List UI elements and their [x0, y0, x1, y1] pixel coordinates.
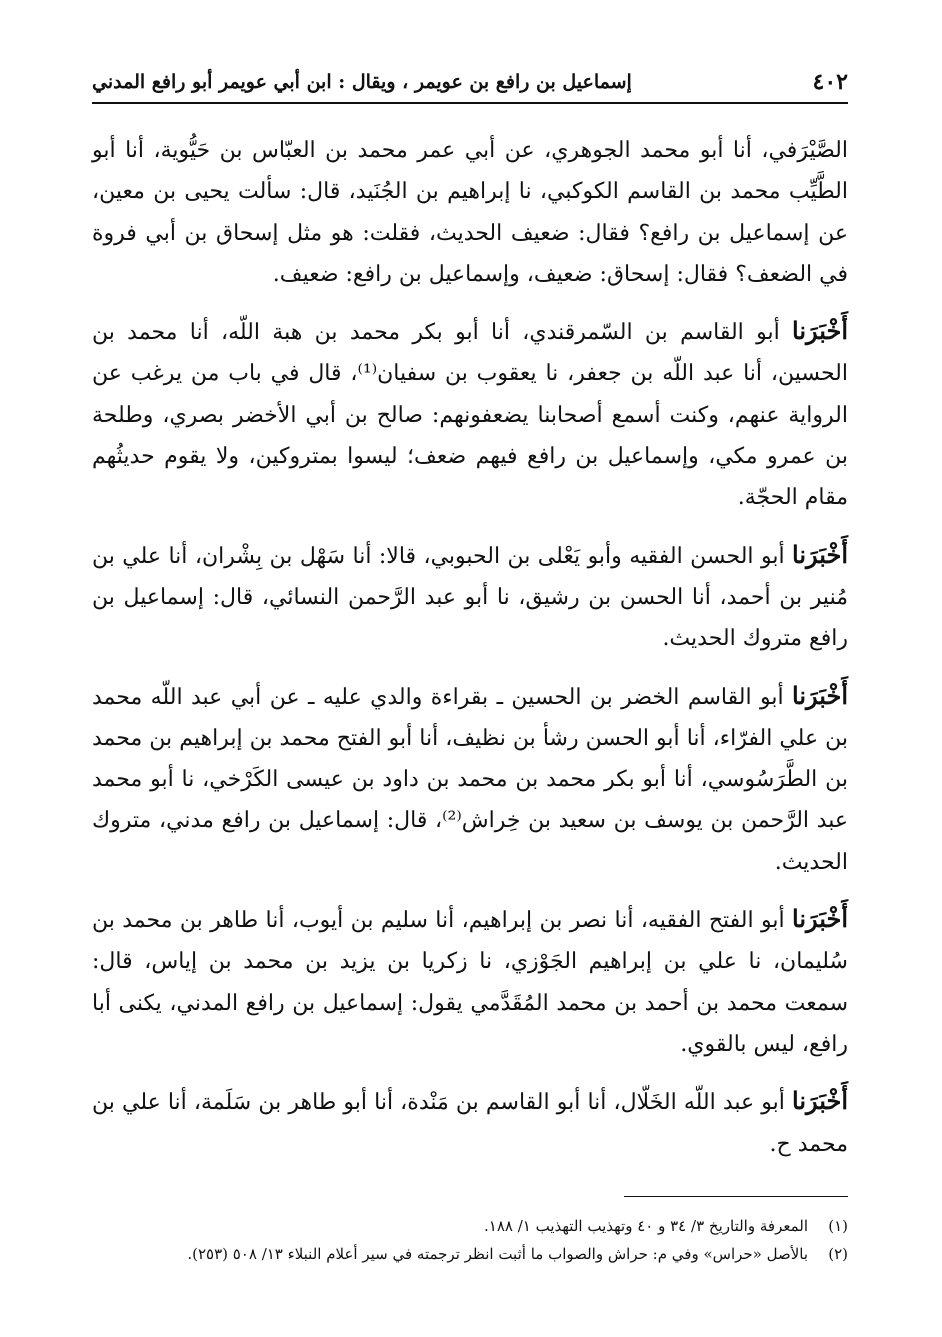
paragraph-lead-word: أَخْبَرَنا: [792, 539, 849, 569]
footnote-number: (١): [828, 1217, 848, 1235]
paragraph: [92, 675, 848, 883]
paragraph-text: أبو القاسم بن السّمرقندي، أنا أبو بكر محمد بن هبة اللّه، أنا محمد بن الحسين، أنا عبد اللّه بن جعفر، نا يعقوب بن سفيان⁽¹⁾، قال في باب من يرغب عن الرواية عنهم، وكنت أسمع أصحابنا يضعفونهم: صالح بن أبي الأخضر بصري، وطلحة بن عمرو مكي، وإسماعيل بن رافع فيهم ضعف؛ ليسوا بمتروكين، ولا يقوم حديثُهم مقام الحجّة.: [92, 320, 848, 511]
footnote-text: بالأصل «حراس» وفي م: حراش والصواب ما أثبت انظر ترجمته في سير أعلام النبلاء ١٣/ ٥٠٨ (٢٥٣).: [187, 1245, 808, 1263]
paragraph: [92, 534, 848, 660]
footnote-text: المعرفة والتاريخ ٣/ ٣٤ و ٤٠ وتهذيب التهذيب ١/ ١٨٨.: [484, 1217, 808, 1235]
paragraph-text: أبو الحسن الفقيه وأبو يَعْلى بن الحبوبي، قالا: أنا سَهْل بن بِشْران، أنا علي بن مُنير بن أحمد، أنا الحسن بن رشيق، نا أبو عبد الرَّحمن النسائي، قال: إسماعيل بن رافع متروك الحديث.: [92, 543, 848, 652]
paragraph: [92, 1080, 848, 1165]
running-header: [92, 62, 848, 104]
paragraph-lead-word: أَخْبَرَنا: [792, 316, 848, 346]
paragraph: [92, 898, 848, 1065]
paragraph-lead-word: أَخْبَرَنا: [792, 680, 848, 710]
paragraph: [92, 128, 848, 295]
paragraph-lead-word: أَخْبَرَنا: [792, 1086, 849, 1116]
paragraph-text: الصَّيْرَفي، أنا أبو محمد الجوهري، عن أبي عمر محمد بن العبّاس بن حَيُّوية، أنا أبو الطَّيِّب محمد بن القاسم الكوكبي، نا إبراهيم بن الجُنَيد، قال: سألت يحيى بن معين، عن إسماعيل بن رافع؟ فقال: ضعيف الحديث، فقلت: هو مثل إسحاق بن أبي فروة في الضعف؟ فقال: إسحاق: ضعيف، وإسماعيل بن رافع: ضعيف.: [92, 138, 848, 287]
main-text: [92, 128, 848, 1180]
footnote: [92, 1212, 848, 1240]
paragraph-text: أبو القاسم الخضر بن الحسين ـ بقراءة والدي عليه ـ عن أبي عبد اللّه محمد بن علي الفرّاء، أنا أبو الحسن رشأ بن نظيف، أنا أبو الفتح محمد بن إبراهيم بن محمد بن الطَّرَسُوسي، أنا أبو بكر محمد بن محمد بن داود بن عيسى الكَرْخي، نا أبو محمد عبد الرَّحمن بن يوسف بن سعيد بن خِراش⁽²⁾، قال: إسماعيل بن رافع مدني، متروك الحديث.: [92, 684, 848, 875]
running-title: إسماعيل بن رافع بن عويمر ، ويقال : ابن أبي عويمر أبو رافع المدني: [92, 71, 632, 93]
paragraph-lead-word: أَخْبَرَنا: [792, 904, 849, 934]
footnote: [92, 1240, 848, 1268]
footnotes: [92, 1212, 848, 1268]
page-number: ٤٠٢: [812, 69, 848, 95]
paragraph-text: أبو الفتح الفقيه، أنا نصر بن إبراهيم، أنا سليم بن أيوب، أنا طاهر بن محمد بن سُليمان، نا علي بن إبراهيم الجَوْزي، نا زكريا بن يزيد بن محمد بن إياس، قال: سمعت محمد بن أحمد بن محمد المُقَدَّمي يقول: إسماعيل بن رافع المدني، يكنى أبا رافع، ليس بالقوي.: [92, 908, 848, 1057]
paragraph: [92, 310, 848, 518]
footnote-separator: [624, 1196, 848, 1197]
footnote-number: (٢): [828, 1245, 848, 1263]
paragraph-text: أبو عبد اللّه الخَلّال، أنا أبو القاسم بن مَنْدة، أنا أبو طاهر بن سَلَمة، أنا علي بن محمد ح.: [92, 1090, 848, 1157]
